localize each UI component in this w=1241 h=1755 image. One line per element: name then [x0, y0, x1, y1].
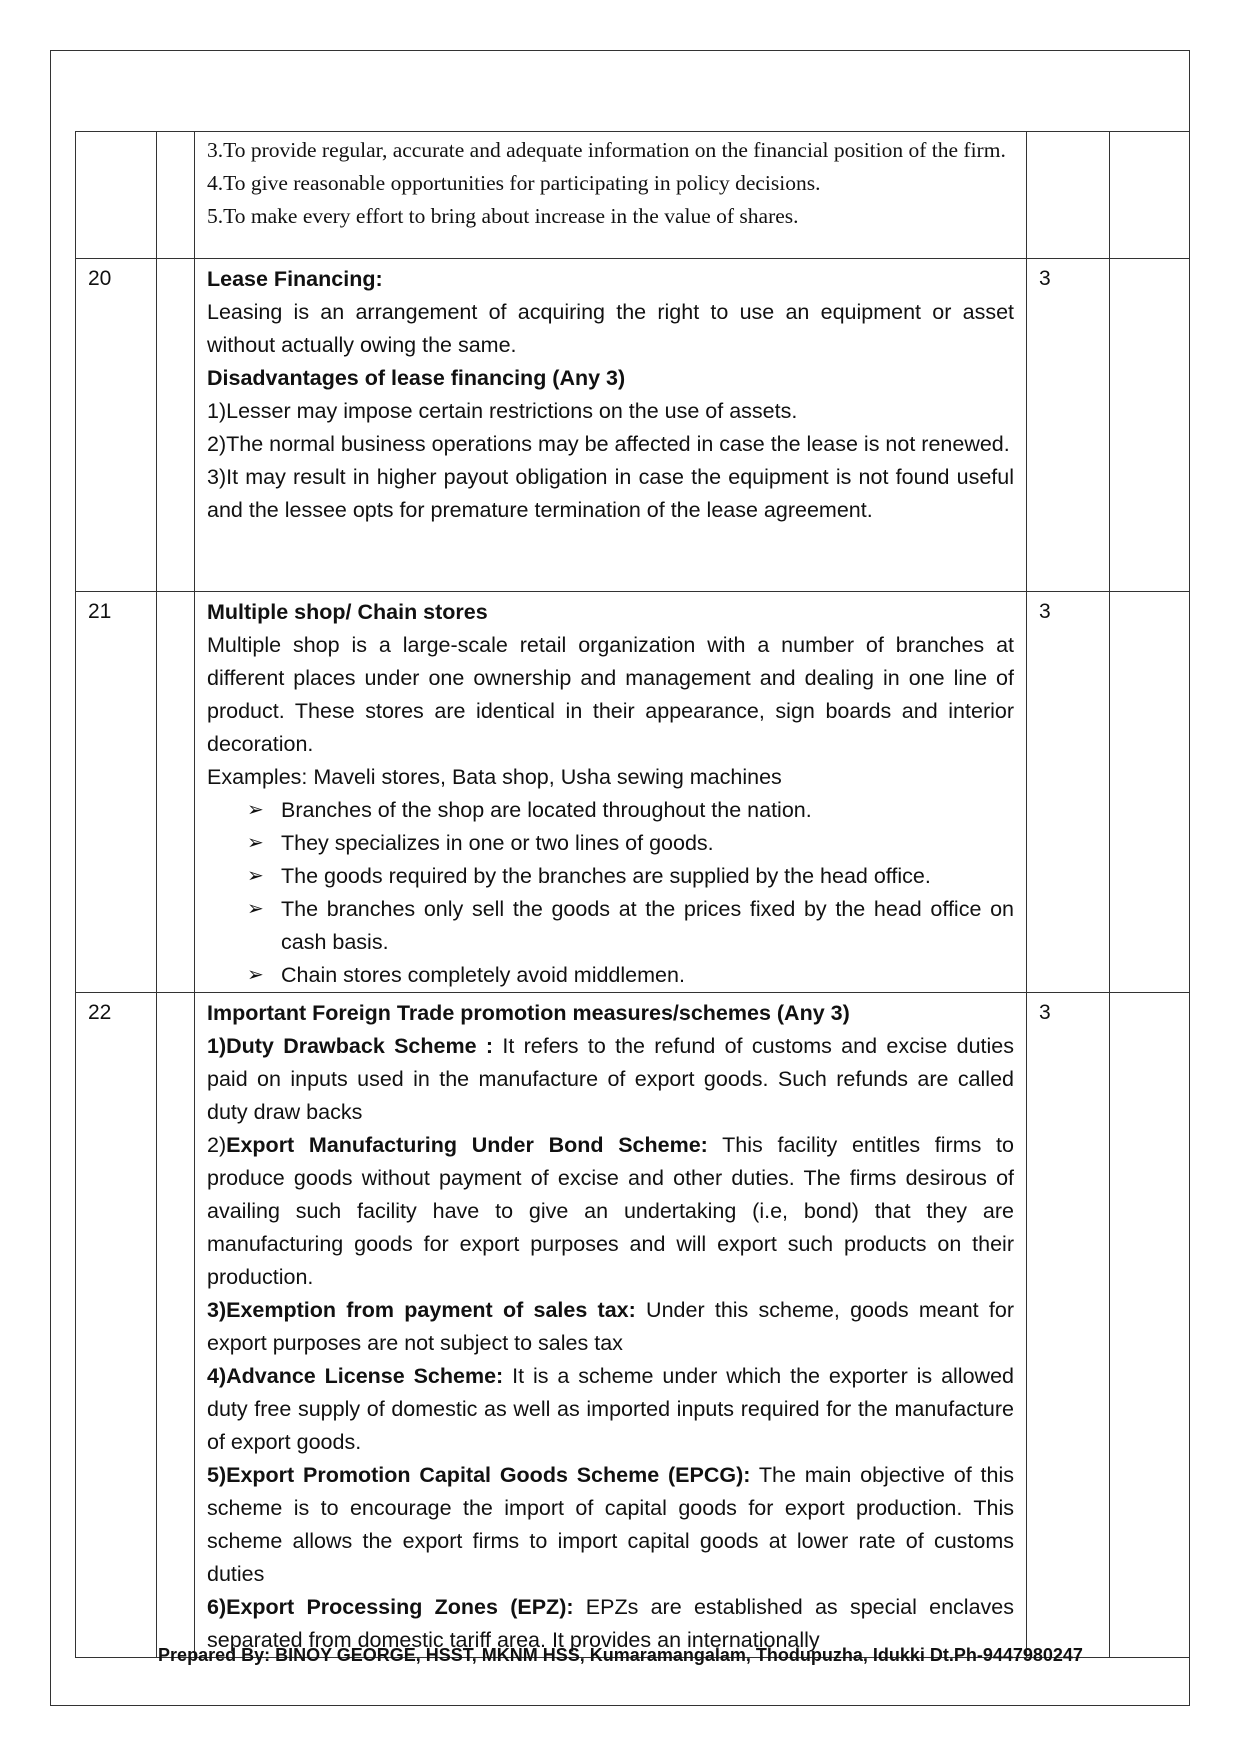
- scheme-item: [207, 1459, 1014, 1591]
- scheme-name: 5)Export Promotion Capital Goods Scheme (EPCG):: [207, 1463, 751, 1487]
- scheme-name: 3)Exemption from payment of sales tax:: [207, 1298, 636, 1322]
- sub-cell: [157, 993, 195, 1658]
- answer-heading: Multiple shop/ Chain stores: [207, 600, 488, 624]
- question-number: 22: [76, 993, 157, 1658]
- table-row-q21: [76, 592, 1190, 993]
- answer-definition: Leasing is an arrangement of acquiring the right to use an equipment or asset without actually owing the same.: [207, 300, 1014, 357]
- scheme-name: 1)Duty Drawback Scheme :: [207, 1034, 494, 1058]
- remark-cell: [1110, 993, 1190, 1658]
- answer-point: 2)The normal business operations may be affected in case the lease is not renewed.: [207, 432, 1010, 456]
- list-item: [247, 860, 1014, 893]
- answer-cell: [195, 259, 1027, 592]
- list-item-text: Chain stores completely avoid middlemen.: [281, 963, 685, 987]
- mark-value: 3: [1027, 259, 1110, 592]
- continuation-point: 4.To give reasonable opportunities for participating in policy decisions.: [207, 171, 821, 195]
- list-item-text: They specializes in one or two lines of goods.: [281, 831, 714, 855]
- answer-point: 1)Lesser may impose certain restrictions on the use of assets.: [207, 399, 798, 423]
- scheme-item: [207, 1360, 1014, 1459]
- scheme-item: [207, 1294, 1014, 1360]
- arrow-bullet-icon: ➢: [247, 964, 264, 986]
- arrow-bullet-icon: ➢: [247, 898, 264, 920]
- continuation-point: 5.To make every effort to bring about increase in the value of shares.: [207, 204, 799, 228]
- table-row-continuation: [76, 132, 1190, 259]
- table-row-q20: [76, 259, 1190, 592]
- answer-definition: Multiple shop is a large-scale retail organization with a number of branches at different places under one ownership and management and dealing in one line of product. These stores are identical in their appearance, sign boards and interior decoration.: [207, 633, 1014, 756]
- remark-cell: [1110, 132, 1190, 259]
- scheme-name: 6)Export Processing Zones (EPZ):: [207, 1595, 574, 1619]
- mark-value: 3: [1027, 592, 1110, 993]
- list-item: [247, 827, 1014, 860]
- scheme-text: It is a scheme under which the exporter is allowed duty free supply of domestic as well as imported inputs required for the manufacture of export goods.: [207, 1364, 1014, 1454]
- answer-cell: [195, 993, 1027, 1658]
- answer-cell: [195, 592, 1027, 993]
- page-footer: Prepared By: BINOY GEORGE, HSST, MKNM HSS, Kumaramangalam, Thodupuzha, Idukki Dt.Ph-9447980247: [158, 1645, 1083, 1665]
- sub-cell: [157, 132, 195, 259]
- scheme-item: [207, 1129, 1014, 1294]
- sub-cell: [157, 592, 195, 993]
- list-item: [247, 893, 1014, 959]
- answer-cell: [195, 132, 1027, 259]
- arrow-bullet-icon: ➢: [247, 832, 264, 854]
- bullet-list: [207, 794, 1014, 992]
- scheme-text: The main objective of this scheme is to encourage the import of capital goods for export production. This scheme allows the export firms to import capital goods at lower rate of customs duties: [207, 1463, 1015, 1586]
- arrow-bullet-icon: ➢: [247, 799, 264, 821]
- continuation-point: 3.To provide regular, accurate and adequate information on the financial position of the firm.: [207, 138, 1006, 162]
- mark-cell: [1027, 132, 1110, 259]
- qno-cell: [76, 132, 157, 259]
- list-item: [247, 959, 1014, 992]
- remark-cell: [1110, 259, 1190, 592]
- answer-examples: Examples: Maveli stores, Bata shop, Usha sewing machines: [207, 765, 782, 789]
- mark-value: 3: [1027, 993, 1110, 1658]
- list-item-text: The goods required by the branches are supplied by the head office.: [281, 864, 931, 888]
- scheme-item: [207, 1030, 1014, 1129]
- question-number: 21: [76, 592, 157, 993]
- remark-cell: [1110, 592, 1190, 993]
- answer-heading: Important Foreign Trade promotion measures/schemes (Any 3): [207, 1001, 850, 1025]
- scheme-name: 4)Advance License Scheme:: [207, 1364, 504, 1388]
- answer-key-table: [75, 131, 1190, 1658]
- scheme-prefix: 2): [207, 1133, 227, 1157]
- list-item: [247, 794, 1014, 827]
- table-row-q22: [76, 993, 1190, 1658]
- answer-point: 3)It may result in higher payout obligation in case the equipment is not found useful and the lessee opts for premature termination of the lease agreement.: [207, 465, 1014, 522]
- question-number: 20: [76, 259, 157, 592]
- scheme-text: This facility entitles firms to produce goods without payment of excise and other duties. The firms desirous of availing such facility have to give an undertaking (i.e, bond) that they are manufacturing goods for export purposes and will export such products on their production.: [207, 1133, 1014, 1289]
- list-item-text: The branches only sell the goods at the prices fixed by the head office on cash basis.: [281, 897, 1014, 954]
- scheme-text: It refers to the refund of customs and excise duties paid on inputs used in the manufacture of export goods. Such refunds are called duty draw backs: [207, 1034, 1014, 1124]
- arrow-bullet-icon: ➢: [247, 865, 264, 887]
- list-item-text: Branches of the shop are located throughout the nation.: [281, 798, 812, 822]
- scheme-text: Under this scheme, goods meant for export purposes are not subject to sales tax: [207, 1298, 1014, 1355]
- sub-cell: [157, 259, 195, 592]
- answer-subheading: Disadvantages of lease financing (Any 3): [207, 366, 626, 390]
- answer-heading: Lease Financing:: [207, 267, 383, 291]
- scheme-name: Export Manufacturing Under Bond Scheme:: [226, 1133, 708, 1157]
- scheme-text: EPZs are established as special enclaves separated from domestic tariff area. It provides an internationally: [207, 1595, 1014, 1652]
